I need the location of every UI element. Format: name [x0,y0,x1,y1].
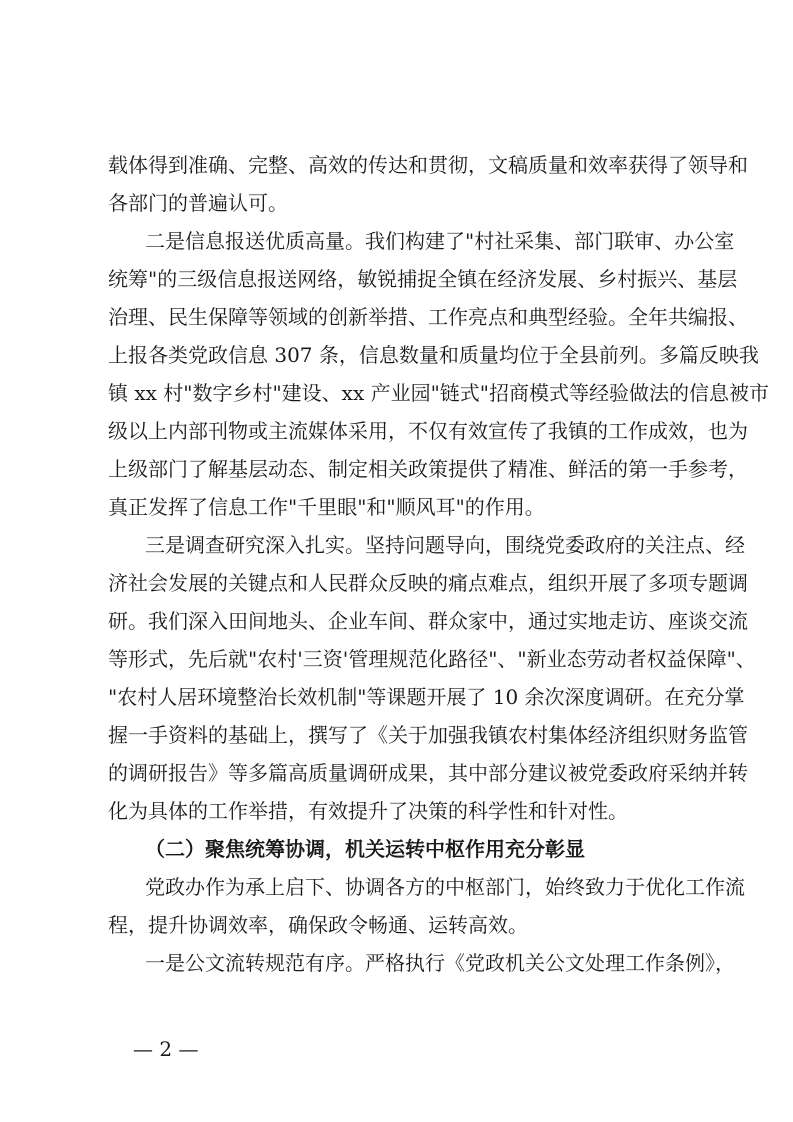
text-line: 党政办作为承上启下、协调各方的中枢部门，始终致力于优化工作流 [145,875,745,899]
page-number: — 2 — [133,1037,199,1061]
text-line: 化为具体的工作举措，有效提升了决策的科学性和针对性。 [108,799,628,823]
text-line: 级以上内部刊物或主流媒体采用，不仅有效宣传了我镇的工作成效，也为 [108,419,748,443]
text-line: 三是调查研究深入扎实。坚持问题导向，围绕党委政府的关注点、经 [145,533,745,557]
text-line: 握一手资料的基础上，撰写了《关于加强我镇农村集体经济组织财务监管 [108,723,748,747]
text-line: "农村人居环境整治长效机制"等课题开展了 10 余次深度调研。在充分掌 [108,685,745,709]
text-line: 镇 xx 村"数字乡村"建设、xx 产业园"链式"招商模式等经验做法的信息被市 [108,381,769,405]
text-line: 真正发挥了信息工作"千里眼"和"顺风耳"的作用。 [108,495,545,519]
text-line: 程，提升协调效率，确保政令畅通、运转高效。 [108,913,528,937]
text-line: 研。我们深入田间地头、企业车间、群众家中，通过实地走访、座谈交流 [108,609,748,633]
text-line: 统筹"的三级信息报送网络，敏锐捕捉全镇在经济发展、乡村振兴、基层 [108,267,738,291]
text-line: 各部门的普遍认可。 [108,191,288,215]
text-line: 上报各类党政信息 307 条，信息数量和质量均位于全县前列。多篇反映我 [108,343,759,367]
text-line: 等形式，先后就"农村'三资'管理规范化路径"、"新业态劳动者权益保障"、 [108,647,756,671]
text-line: 一是公文流转规范有序。严格执行《党政机关公文处理工作条例》， [145,951,735,975]
text-line: 载体得到准确、完整、高效的传达和贯彻，文稿质量和效率获得了领导和 [108,153,748,177]
section-heading: （二）聚焦统筹协调，机关运转中枢作用充分彰显 [145,837,585,861]
text-line: 二是信息报送优质高量。我们构建了"村社采集、部门联审、办公室 [145,229,735,253]
text-line: 的调研报告》等多篇高质量调研成果，其中部分建议被党委政府采纳并转 [108,761,748,785]
text-line: 济社会发展的关键点和人民群众反映的痛点难点，组织开展了多项专题调 [108,571,748,595]
text-line: 上级部门了解基层动态、制定相关政策提供了精准、鲜活的第一手参考， [108,457,748,481]
text-line: 治理、民生保障等领域的创新举措、工作亮点和典型经验。全年共编报、 [108,305,748,329]
